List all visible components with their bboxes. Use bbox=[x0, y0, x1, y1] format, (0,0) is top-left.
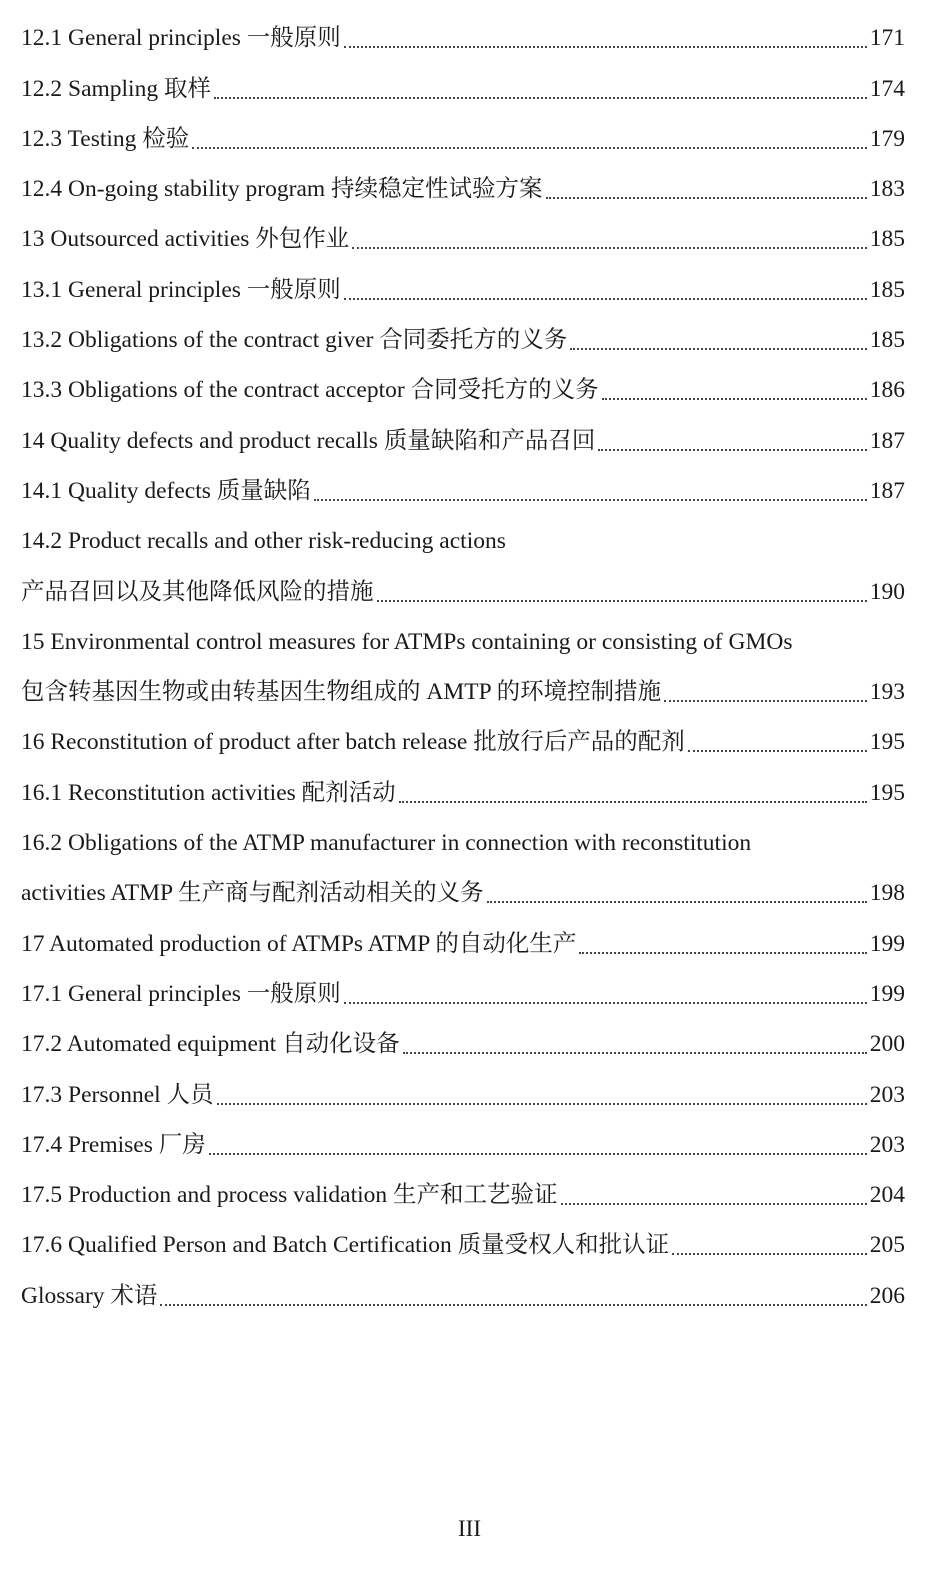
toc-entry[interactable] bbox=[21, 259, 905, 309]
toc-entry-title: 16.2 Obligations of the ATMP manufacturer in connection with reconstitution bbox=[21, 830, 752, 857]
toc-entry-page: 203 bbox=[869, 1081, 905, 1108]
dot-leader bbox=[688, 749, 867, 752]
toc-entry-page: 200 bbox=[869, 1031, 905, 1058]
toc-entry-title: 产品召回以及其他降低风险的措施 bbox=[21, 578, 374, 605]
toc-entry-page: 185 bbox=[869, 226, 905, 253]
toc-entry-title: 15 Environmental control measures for ATMPs containing or consisting of GMOs bbox=[21, 628, 793, 655]
dot-leader bbox=[598, 448, 866, 451]
toc-entry-title: Glossary 术语 bbox=[21, 1282, 158, 1309]
toc-entry-page: 203 bbox=[869, 1131, 905, 1158]
page-number: III bbox=[458, 1516, 481, 1541]
toc-entry-page: 186 bbox=[869, 377, 905, 404]
dot-leader bbox=[344, 297, 867, 300]
toc-entry[interactable] bbox=[21, 58, 905, 108]
toc-entry[interactable] bbox=[21, 561, 905, 611]
dot-leader bbox=[561, 1202, 867, 1205]
dot-leader bbox=[344, 1001, 867, 1004]
toc-entry[interactable] bbox=[21, 1014, 905, 1064]
toc-entry-page: 185 bbox=[869, 327, 905, 354]
toc-entry[interactable] bbox=[21, 1115, 905, 1165]
toc-entry-title: activities ATMP 生产商与配剂活动相关的义务 bbox=[21, 880, 484, 907]
toc-entry[interactable] bbox=[21, 209, 905, 259]
toc-entry-title: 12.1 General principles 一般原则 bbox=[21, 25, 341, 52]
toc-entry[interactable] bbox=[21, 1265, 905, 1315]
toc-entry-title: 17.3 Personnel 人员 bbox=[21, 1081, 214, 1108]
dot-leader bbox=[214, 96, 867, 99]
toc-entry-title: 14.1 Quality defects 质量缺陷 bbox=[21, 477, 311, 504]
dot-leader bbox=[664, 699, 867, 702]
toc-entry[interactable] bbox=[21, 310, 905, 360]
toc-entry-title: 16 Reconstitution of product after batch release 批放行后产品的配剂 bbox=[21, 729, 685, 756]
toc-entry-page: 185 bbox=[869, 276, 905, 303]
toc-entry-first-line[interactable] bbox=[21, 813, 905, 863]
toc-entry-title: 12.3 Testing 检验 bbox=[21, 125, 190, 152]
toc-entry-title: 17.6 Qualified Person and Batch Certification 质量受权人和批认证 bbox=[21, 1232, 670, 1259]
toc-entry[interactable] bbox=[21, 762, 905, 812]
toc-entry-page: 199 bbox=[869, 980, 905, 1007]
toc-entry-title: 13.2 Obligations of the contract giver 合同委托方的义务 bbox=[21, 327, 568, 354]
toc-entry-page: 187 bbox=[869, 477, 905, 504]
toc-entry[interactable] bbox=[21, 964, 905, 1014]
toc-entry-title: 17.5 Production and process validation 生产和工艺验证 bbox=[21, 1182, 558, 1209]
toc-entry[interactable] bbox=[21, 913, 905, 963]
toc-entry-page: 206 bbox=[869, 1282, 905, 1309]
toc-entry[interactable] bbox=[21, 1215, 905, 1265]
dot-leader bbox=[602, 397, 867, 400]
toc-entry-title: 12.4 On-going stability program 持续稳定性试验方案 bbox=[21, 176, 543, 203]
toc-entry-title: 17 Automated production of ATMPs ATMP 的自动化生产 bbox=[21, 930, 577, 957]
toc-entry[interactable] bbox=[21, 863, 905, 913]
toc-entry[interactable] bbox=[21, 1165, 905, 1215]
toc-entry[interactable] bbox=[21, 662, 905, 712]
toc-entry-title: 13.3 Obligations of the contract acceptor 合同受托方的义务 bbox=[21, 377, 599, 404]
dot-leader bbox=[344, 45, 867, 48]
toc-entry-page: 193 bbox=[869, 679, 905, 706]
dot-leader bbox=[570, 347, 866, 350]
dot-leader bbox=[546, 196, 867, 199]
toc-entry-page: 195 bbox=[869, 729, 905, 756]
toc-entry-first-line[interactable] bbox=[21, 511, 905, 561]
toc-entry[interactable] bbox=[21, 8, 905, 58]
table-of-contents bbox=[21, 8, 905, 1316]
dot-leader bbox=[672, 1252, 867, 1255]
toc-entry-page: 174 bbox=[869, 75, 905, 102]
toc-entry-page: 198 bbox=[869, 880, 905, 907]
dot-leader bbox=[399, 800, 867, 803]
toc-entry-title: 17.2 Automated equipment 自动化设备 bbox=[21, 1031, 400, 1058]
toc-entry-page: 171 bbox=[869, 25, 905, 52]
dot-leader bbox=[377, 599, 867, 602]
toc-entry[interactable] bbox=[21, 109, 905, 159]
toc-entry-page: 187 bbox=[869, 427, 905, 454]
dot-leader bbox=[403, 1051, 867, 1054]
toc-entry[interactable] bbox=[21, 1064, 905, 1114]
toc-entry-page: 205 bbox=[869, 1232, 905, 1259]
toc-entry[interactable] bbox=[21, 712, 905, 762]
dot-leader bbox=[217, 1102, 867, 1105]
toc-entry-title: 12.2 Sampling 取样 bbox=[21, 75, 211, 102]
toc-entry-page: 195 bbox=[869, 779, 905, 806]
toc-entry-first-line[interactable] bbox=[21, 612, 905, 662]
toc-entry-title: 17.4 Premises 厂房 bbox=[21, 1131, 206, 1158]
toc-entry-page: 190 bbox=[869, 578, 905, 605]
dot-leader bbox=[209, 1152, 867, 1155]
toc-entry-title: 16.1 Reconstitution activities 配剂活动 bbox=[21, 779, 396, 806]
toc-entry-page: 204 bbox=[869, 1182, 905, 1209]
toc-entry-page: 179 bbox=[869, 125, 905, 152]
dot-leader bbox=[352, 246, 866, 249]
toc-entry-page: 199 bbox=[869, 930, 905, 957]
dot-leader bbox=[160, 1303, 866, 1306]
dot-leader bbox=[579, 951, 866, 954]
toc-entry[interactable] bbox=[21, 410, 905, 460]
dot-leader bbox=[487, 900, 867, 903]
dot-leader bbox=[192, 146, 866, 149]
toc-entry[interactable] bbox=[21, 159, 905, 209]
toc-entry-title: 包含转基因生物或由转基因生物组成的 AMTP 的环境控制措施 bbox=[21, 679, 662, 706]
dot-leader bbox=[314, 498, 867, 501]
toc-entry-page: 183 bbox=[869, 176, 905, 203]
toc-entry-title: 13 Outsourced activities 外包作业 bbox=[21, 226, 350, 253]
toc-entry[interactable] bbox=[21, 360, 905, 410]
toc-entry-title: 14.2 Product recalls and other risk-reducing actions bbox=[21, 528, 506, 555]
toc-entry-title: 14 Quality defects and product recalls 质量缺陷和产品召回 bbox=[21, 427, 596, 454]
toc-entry-title: 13.1 General principles 一般原则 bbox=[21, 276, 341, 303]
toc-entry-title: 17.1 General principles 一般原则 bbox=[21, 980, 341, 1007]
toc-entry[interactable] bbox=[21, 461, 905, 511]
